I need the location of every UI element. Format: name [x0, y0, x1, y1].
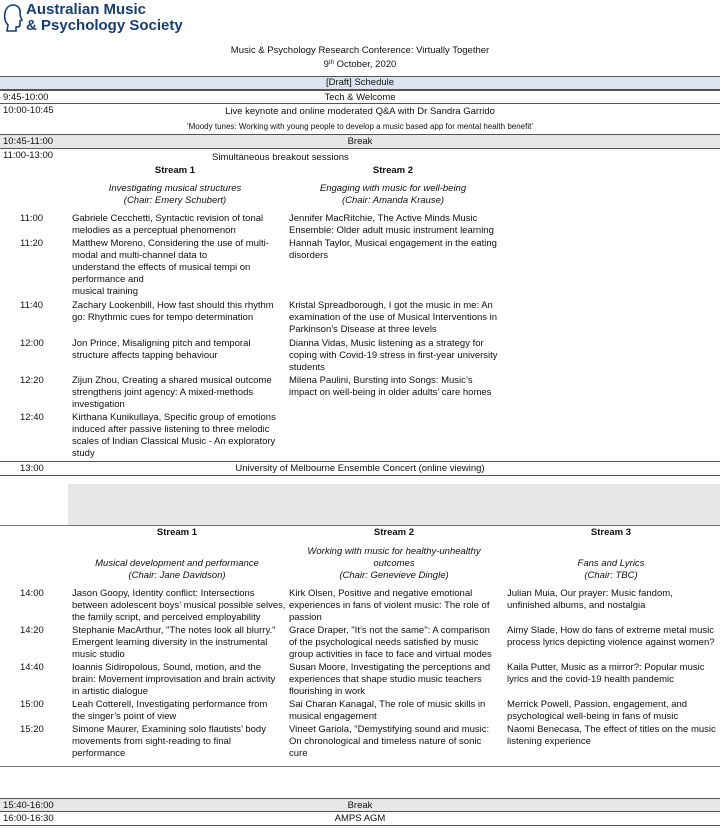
- session-text-line: musical training: [72, 286, 138, 297]
- block1-stream2-chair: (Chair: Amanda Krause): [341, 195, 445, 206]
- keynote-subtitle: ‘Moody tunes: Working with young people to develop a music based app for mental health benefit’: [186, 122, 534, 131]
- row-time: 10:45-11:00: [3, 136, 54, 147]
- session-text-line: Kirthana Kunikullaya, Specific group of emotions: [72, 412, 276, 423]
- row-label: University of Melbourne Ensemble Concert (online viewing): [235, 463, 485, 474]
- row-break-afternoon: [0, 798, 720, 812]
- slot-time: 11:00: [20, 213, 44, 224]
- block2-stream2-chair: (Chair: Genevieve Dingle): [339, 570, 449, 581]
- session-text-line: Leah Cotterell, Investigating performance from: [72, 699, 268, 710]
- slot-time: 12:20: [20, 375, 44, 386]
- block1-stream1-title: Stream 1: [154, 165, 196, 176]
- session-text-line: Emergent learning diversity in the instrumental: [72, 637, 268, 648]
- keynote-time: 10:00-10:45: [3, 105, 54, 116]
- session-text-line: Grace Draper, "It’s not the same": A comparison: [289, 625, 490, 636]
- session-text-line: strengthens joint agency: A mixed-methods: [72, 387, 254, 398]
- slot-time: 14:40: [20, 662, 44, 673]
- breakout-time: 11:00-13:00: [3, 150, 54, 161]
- block1-stream1-theme: Investigating musical structures: [108, 183, 242, 194]
- session-text-line: Naomi Benecasa, The effect of titles on the music: [507, 724, 716, 735]
- divider: [0, 766, 720, 767]
- block2-stream2-title: Stream 2: [373, 527, 415, 538]
- session-text-line: Julian Muia, Our prayer: Music fandom,: [507, 588, 673, 599]
- session-text-line: Jason Goopy, Identity conflict: Intersections: [72, 588, 255, 599]
- block2-stream2-theme-cont: outcomes: [373, 558, 415, 569]
- session-text-line: Zijun Zhou, Creating a shared musical outcome: [72, 375, 272, 386]
- session-text-line: investigation: [72, 399, 125, 410]
- concert-placeholder: [68, 484, 720, 526]
- session-text-line: Dianna Vidas, Music listening as a strategy for: [289, 338, 484, 349]
- row-time: 9:45-10:00: [3, 92, 49, 103]
- slot-time: 12:40: [20, 412, 44, 423]
- session-text-line: listening experience: [507, 736, 591, 747]
- block2-stream2-theme: Working with music for healthy-unhealthy: [307, 546, 481, 557]
- session-text-line: experiences in fans of violent music: The role of: [289, 600, 490, 611]
- session-text-line: impact on well-being in older adults’ care homes: [289, 387, 492, 398]
- session-text-line: movements from sight-reading to final: [72, 736, 231, 747]
- session-text-line: flourishing in work: [289, 686, 366, 697]
- session-text-line: the family script, and perceived employability: [72, 612, 261, 623]
- row-label: AMPS AGM: [334, 813, 386, 824]
- conference-date: [0, 59, 720, 71]
- slot-time: 11:40: [20, 300, 44, 311]
- breakout-label: Simultaneous breakout sessions: [212, 152, 349, 163]
- session-text-line: induced after passive listening to three melodic: [72, 424, 270, 435]
- session-text-line: unfinished albums, and nostalgia: [507, 600, 646, 611]
- session-text-line: in artistic dialogue: [72, 686, 149, 697]
- session-text-line: Simone Maurer, Examining solo flautists’ body: [72, 724, 266, 735]
- conference-title: Music & Psychology Research Conference: Virtually Together: [230, 45, 490, 56]
- slot-time: 15:20: [20, 724, 44, 735]
- row-label: Break: [347, 136, 373, 147]
- block2-stream3-title: Stream 3: [590, 527, 632, 538]
- session-text-line: process lyrics depicting violence against women?: [507, 637, 715, 648]
- session-text-line: melodies as a perceptual phenomenon: [72, 225, 236, 236]
- logo-line1: Australian Music: [26, 1, 147, 18]
- session-text-line: understand the effects of musical tempi on: [72, 262, 251, 273]
- session-text-line: experiences that shape studio music teachers: [289, 674, 482, 685]
- session-text-line: Vineet Gariola, "Demystifying sound and music:: [289, 724, 490, 735]
- row-concert: [0, 461, 720, 476]
- session-text-line: Jennifer MacRitchie, The Active Minds Music: [289, 213, 478, 224]
- session-text-line: brain: Movement improvisation and brain activity: [72, 674, 276, 685]
- session-text-line: scales of Indian Classical Music - An exploratory: [72, 436, 276, 447]
- row-time: 13:00: [20, 463, 44, 474]
- session-text-line: Susan Moore, Investigating the perceptions and: [289, 662, 491, 673]
- slot-time: 14:00: [20, 588, 44, 599]
- keynote-label: Live keynote and online moderated Q&A with Dr Sandra Garrido: [225, 106, 495, 117]
- block1-stream2-theme: Engaging with music for well-being: [319, 183, 467, 194]
- session-text-line: the singer’s point of view: [72, 711, 177, 722]
- session-text-line: Aimy Slade, How do fans of extreme metal music: [507, 625, 714, 636]
- session-text-line: Kirk Olsen, Positive and negative emotional: [289, 588, 473, 599]
- session-text-line: musical engagement: [289, 711, 377, 722]
- session-text-line: Parkinson’s Disease at three levels: [289, 324, 437, 335]
- session-text-line: Hannah Taylor, Musical engagement in the eating: [289, 238, 497, 249]
- session-text-line: Ensemble: Older adult music instrument learning: [289, 225, 494, 236]
- session-text-line: Stephanie MacArthur, "The notes look all blurry.": [72, 625, 276, 636]
- slot-time: 14:20: [20, 625, 44, 636]
- block2-stream3-chair: (Chair: TBC): [584, 570, 638, 581]
- session-text-line: performance: [72, 748, 126, 759]
- date-rest: October, 2020: [333, 59, 397, 70]
- date-day: 9: [323, 59, 329, 70]
- session-text-line: disorders: [289, 250, 329, 261]
- session-text-line: of the psychological needs satisfied by music: [289, 637, 479, 648]
- session-text-line: music studio: [72, 649, 125, 660]
- slot-time: 12:00: [20, 338, 44, 349]
- session-text-line: cure: [289, 748, 308, 759]
- slot-time: 11:20: [20, 238, 44, 249]
- session-text-line: Jon Prince, Misaligning pitch and temporal: [72, 338, 251, 349]
- block1-stream2-title: Stream 2: [372, 165, 414, 176]
- session-text-line: performance and: [72, 274, 144, 285]
- session-text-line: Ioannis Sidiropolous, Sound, motion, and the: [72, 662, 262, 673]
- session-text-line: psychological well-being in fans of music: [507, 711, 679, 722]
- row-agm: [0, 812, 720, 826]
- block2-stream1-title: Stream 1: [156, 527, 198, 538]
- session-text-line: Zachary Lookenbill, How fast should this rhythm: [72, 300, 274, 311]
- slot-time: 15:00: [20, 699, 44, 710]
- block2-stream3-theme: Fans and Lyrics: [577, 558, 645, 569]
- session-text-line: lyrics and the covid-19 health pandemic: [507, 674, 674, 685]
- block2-stream1-theme: Musical development and performance: [95, 558, 259, 569]
- session-text-line: study: [72, 448, 95, 459]
- session-text-line: between adolescent boys’ musical possible selves,: [72, 600, 286, 611]
- session-text-line: Kristal Spreadborough, I got the music in me: An: [289, 300, 493, 311]
- divider: [0, 525, 720, 526]
- session-text-line: group activities in face to face and virtual modes: [289, 649, 492, 660]
- session-text-line: go: Rhythmic cues for tempo determination: [72, 312, 254, 323]
- row-time: 16:00-16:30: [3, 813, 54, 824]
- session-text-line: coping with Covid-19 stress in first-year university: [289, 350, 498, 361]
- session-text-line: structure affects tapping behaviour: [72, 350, 218, 361]
- session-text-line: students: [289, 362, 325, 373]
- session-text-line: passion: [289, 612, 322, 623]
- row-break: [0, 134, 720, 149]
- session-text-line: Merrick Powell, Passion, engagement, and: [507, 699, 688, 710]
- logo-line2: & Psychology Society: [26, 17, 183, 34]
- head-silhouette-icon: [3, 3, 23, 33]
- row-welcome: [0, 90, 720, 104]
- date-suffix: th: [328, 60, 334, 66]
- schedule-header: [Draft] Schedule: [0, 76, 720, 90]
- session-text-line: examination of the use of Musical Interventions in: [289, 312, 498, 323]
- session-text-line: Matthew Moreno, Considering the use of multi-: [72, 238, 269, 249]
- amps-logo: [3, 0, 213, 38]
- session-text-line: On chronological and timeless nature of sonic: [289, 736, 482, 747]
- session-text-line: Milena Paulini, Bursting into Songs: Music’s: [289, 375, 473, 386]
- block2-stream1-chair: (Chair: Jane Davidson): [128, 570, 226, 581]
- session-text-line: Gabriele Cecchetti, Syntactic revision of tonal: [72, 213, 264, 224]
- session-text-line: Sai Charan Kanagal, The role of music skills in: [289, 699, 486, 710]
- block1-stream1-chair: (Chair: Emery Schubert): [123, 195, 227, 206]
- session-text-line: Kaila Putter, Music as a mirror?: Popular music: [507, 662, 705, 673]
- row-label: Break: [347, 800, 373, 811]
- session-text-line: modal and multi-channel data to: [72, 250, 208, 261]
- row-label: Tech & Welcome: [324, 92, 396, 103]
- row-time: 15:40-16:00: [3, 800, 54, 811]
